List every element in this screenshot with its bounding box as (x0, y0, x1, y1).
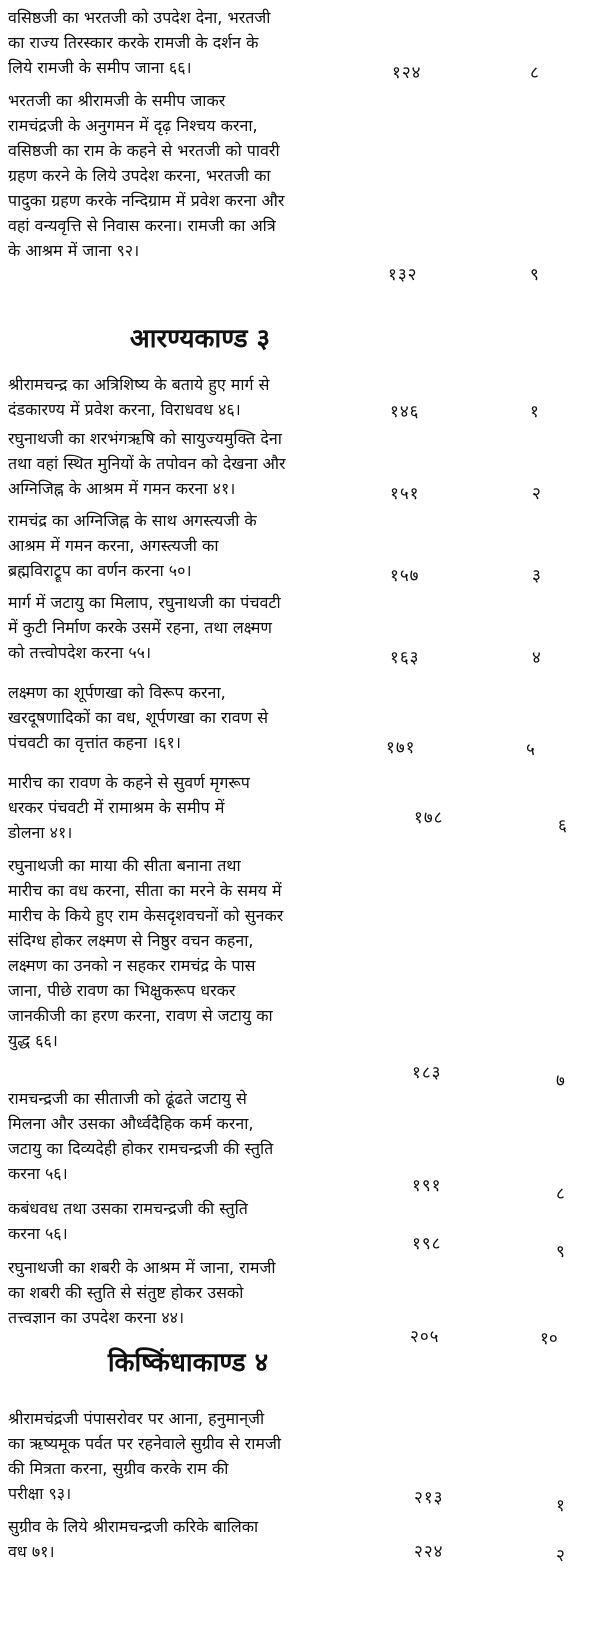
entry-description: मार्ग में जटायु का मिलाप, रघुनाथजी का पंचवटी में कुटी निर्माण करके उसमें रहना, तथा लक्ष्मण को तत्त्वोपदेश करना ५५। (8, 593, 281, 662)
entry-page-number: १८३ (412, 1063, 442, 1083)
entry-page-number: १९८ (412, 1234, 442, 1254)
entry-serial-number: ९ (556, 1242, 565, 1262)
entry-page-number: १३२ (388, 265, 418, 285)
entry-page-number: १५७ (390, 566, 420, 586)
entry-page-number: २२४ (414, 1542, 444, 1562)
entry-description: श्रीरामचंद्रजी पंपासरोवर पर आना, हनुमान्‌जी का ऋष्यमूक पर्वत पर रहनेवाले सुग्रीव से रामजी की मित्रता करना, सुग्रीव करके राम की परीक्षा ९३। (8, 1409, 282, 1503)
entry-serial-number: १० (540, 1329, 558, 1349)
entry-description: रघुनाथजी का माया की सीता बनाना तथा मारीच का वध करना, सीता का मरने के समय में मारीच के किये हुए राम केसदृशवचनों को सुनकर संदिग्ध होकर लक्ष्मण से निष्ठुर वचन कहना, लक्ष्मण का उनको न सहकर रामचंद्र के पास जाना, पीछे रावण का भिक्षुकरूप धरकर जानकीजी का हरण करना, रावण से जटायु का युद्ध ६६। (8, 856, 284, 1050)
entry-description: वसिष्ठजी का भरतजी को उपदेश देना, भरतजी का राज्य तिरस्कार करके रामजी के दर्शन के लिये रामजी के समीप जाना ६६। (8, 8, 271, 77)
entry-description: रघुनाथजी का शबरी के आश्रम में जाना, रामजी का शबरी की स्तुति से संतुष्ट होकर उसको तत्त्वज्ञान का उपदेश करना ४४। (8, 1258, 276, 1327)
section-heading: किष्किंधाकाण्ड ४ (107, 1348, 269, 1378)
entry-serial-number: ६ (558, 816, 567, 836)
entry-page-number: १७१ (386, 738, 416, 758)
entry-serial-number: २ (532, 484, 541, 504)
entry-page-number: १७८ (414, 808, 444, 828)
entry-serial-number: ८ (556, 1184, 565, 1204)
entry-serial-number: २ (556, 1546, 565, 1566)
entry-page-number: १५१ (390, 484, 420, 504)
entry-description: सुग्रीव के लिये श्रीरामचन्द्रजी करिके बालिका वध ७१। (8, 1517, 259, 1561)
entry-description: लक्ष्मण का शूर्पणखा को विरूप करना, खरदूषणादिकों का वध, शूर्पणखा का रावण से पंचवटी का वृत्तांत कहना ।६१। (8, 683, 269, 752)
section-heading: आरण्यकाण्ड ३ (129, 324, 271, 354)
entry-page-number: १४६ (390, 402, 420, 422)
entry-page-number: १२४ (392, 63, 422, 83)
entry-description: रामचन्द्रजी का सीताजी को ढूंढते जटायु से मिलना और उसका और्ध्वदैहिक कर्म करना, जटायु का दिव्यदेही होकर रामचन्द्रजी की स्तुति करना ५६। (8, 1089, 274, 1183)
entry-page-number: २०५ (410, 1327, 440, 1347)
entry-serial-number: ७ (556, 1071, 565, 1091)
entry-serial-number: ९ (530, 265, 539, 285)
entry-description: भरतजी का श्रीरामजी के समीप जाकर रामचंद्रजी के अनुगमन में दृढ़ निश्चय करना, वसिष्ठजी का राम के कहने से भरतजी को पावरी ग्रहण करने के लिये उपदेश करना, भरतजी का पादुका ग्रहण करके नन्दिग्राम में प्रवेश करना और वहां वन्यवृत्ति से निवास करना। रामजी का अत्रि के आश्रम में जाना ९२। (8, 91, 285, 260)
entry-page-number: १९१ (412, 1176, 442, 1196)
entry-serial-number: १ (530, 402, 539, 422)
entry-page-number: २१३ (414, 1488, 444, 1508)
entry-serial-number: ४ (532, 648, 541, 668)
entry-description: रघुनाथजी का शरभंगऋषि को सायुज्यमुक्ति देना तथा वहां स्थित मुनियों के तपोवन को देखना और अग्निजिह्न के आश्रम में गमन करना ४१। (8, 429, 286, 498)
entry-description: श्रीरामचन्द्र का अत्रिशिष्य के बताये हुए मार्ग से दंडकारण्य में प्रवेश करना, विराधवध ४६। (8, 375, 270, 419)
entry-page-number: १६३ (390, 648, 420, 668)
entry-serial-number: १ (556, 1496, 565, 1516)
entry-serial-number: ३ (532, 566, 541, 586)
entry-serial-number: ८ (530, 63, 539, 83)
entry-description: मारीच का रावण के कहने से सुवर्ण मृगरूप धरकर पंचवटी में रामाश्रम के समीप में डोलना ४१। (8, 773, 250, 842)
entry-description: रामचंद्र का अग्निजिह्न के साथ अगस्त्यजी के आश्रम में गमन करना, अगस्त्यजी का ब्रह्मविराट्रूप का वर्णन करना ५०। (8, 511, 257, 580)
entry-description: कबंधवध तथा उसका रामचन्द्रजी की स्तुति करना ५६। (8, 1199, 248, 1243)
entry-serial-number: ५ (526, 740, 535, 760)
